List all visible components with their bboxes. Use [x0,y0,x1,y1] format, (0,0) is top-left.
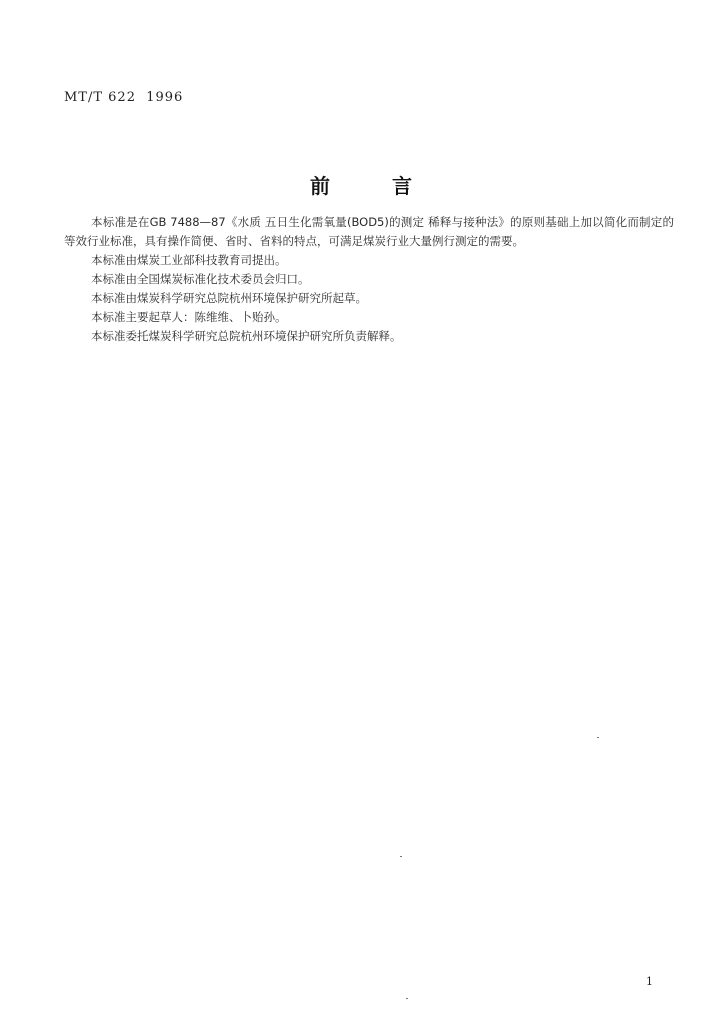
page-number: 1 [646,975,653,988]
page-title: 前言 [310,174,474,198]
scan-speck [597,737,599,738]
foreword-paragraph: 本标准主要起草人：陈维维、卜贻孙。 [91,310,287,324]
foreword-paragraph: 本标准由煤炭工业部科技教育司提出。 [91,253,287,267]
foreword-paragraph: 本标准由全国煤炭标准化技术委员会归口。 [91,272,310,286]
scan-speck [400,856,402,857]
standard-code: MT/T 622 1996 [64,90,184,105]
foreword-body [64,213,674,346]
foreword-paragraph: 本标准委托煤炭科学研究总院杭州环境保护研究所负责解释。 [91,329,402,343]
scan-speck [406,998,408,999]
foreword-paragraph: 本标准是在GB 7488—87《水质 五日生化需氧量(BOD5)的测定 稀释与接种法》的原则基础上加以简化而制定的等效行业标准，具有操作简便、省时、省料的特点，可满足煤炭行业大量例行测定的需要。 [64,215,674,248]
foreword-paragraph: 本标准由煤炭科学研究总院杭州环境保护研究所起草。 [91,291,367,305]
